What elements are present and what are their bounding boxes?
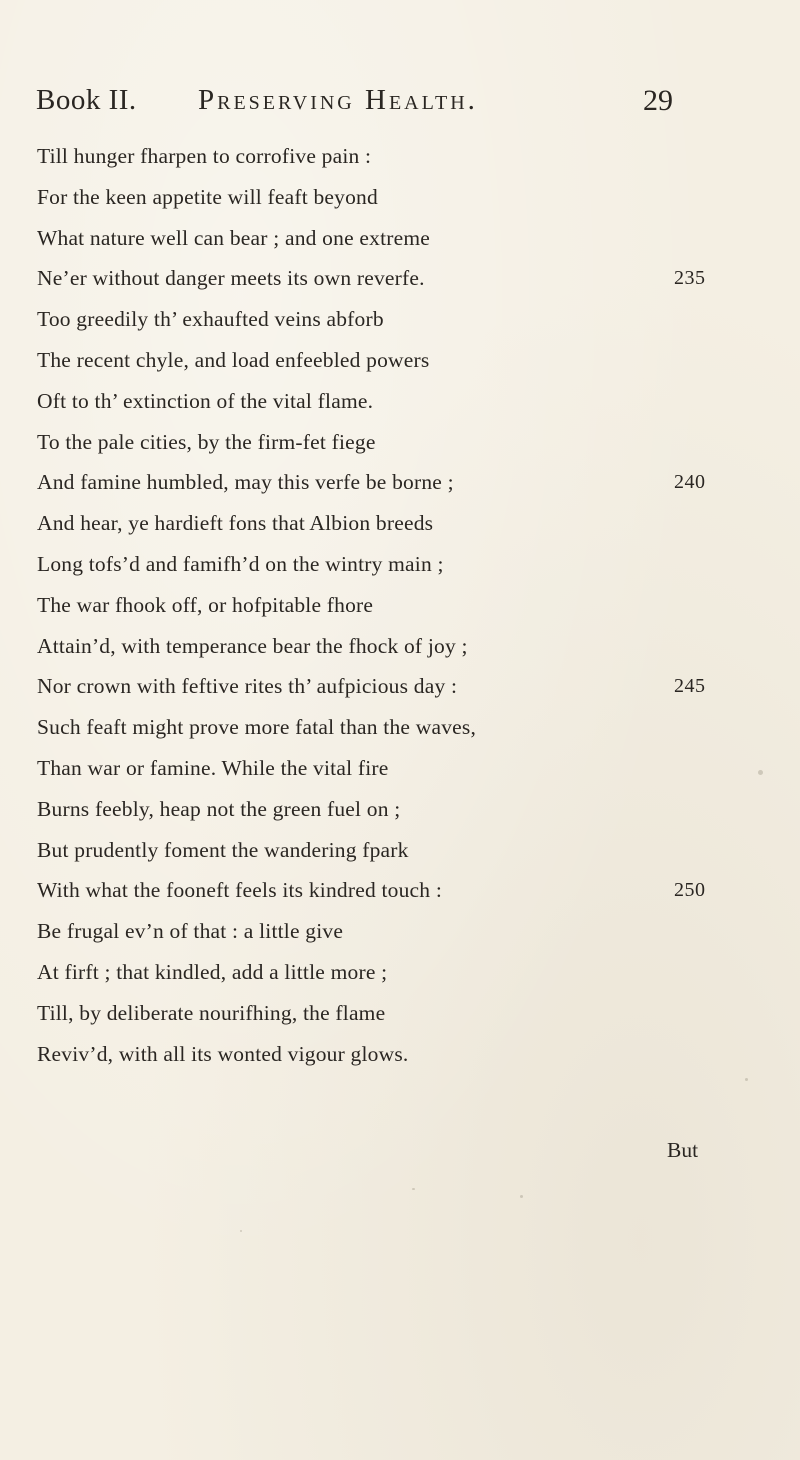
verse-line-text: To the pale cities, by the firm-fet fiege [37, 429, 376, 454]
verse-line-text: Attain’d, with temperance bear the fhock of joy ; [37, 633, 468, 658]
verse-line [37, 299, 737, 340]
verse-line [37, 911, 737, 952]
verse-line-text: Burns feebly, heap not the green fuel on ; [37, 796, 401, 821]
verse-line [37, 626, 737, 667]
verse-block [37, 136, 737, 1074]
page-number: 29 [643, 84, 673, 117]
paper-speck [520, 1195, 523, 1198]
verse-line [37, 748, 737, 789]
verse-line [37, 1034, 737, 1075]
verse-line-text: At firft ; that kindled, add a little more ; [37, 959, 388, 984]
verse-line-text: With what the fooneft feels its kindred touch : [37, 878, 442, 903]
verse-line-text: But prudently foment the wandering fpark [37, 837, 409, 862]
verse-line [37, 707, 737, 748]
verse-line [37, 830, 737, 871]
verse-line [37, 136, 737, 177]
paper-speck [240, 1230, 242, 1232]
verse-line-text: Than war or famine. While the vital fire [37, 755, 389, 780]
line-number: 250 [674, 879, 706, 902]
verse-line [37, 993, 737, 1034]
verse-line [37, 340, 737, 381]
verse-line [37, 789, 737, 830]
verse-line [37, 952, 737, 993]
verse-line-text: For the keen appetite will feaft beyond [37, 184, 378, 209]
paper-speck [745, 1078, 748, 1081]
verse-line-text: Oft to th’ extinction of the vital flame. [37, 388, 374, 413]
verse-line [37, 381, 737, 422]
verse-line [37, 870, 737, 911]
catchword: But [667, 1138, 699, 1162]
verse-line [37, 544, 737, 585]
verse-line-text: Such feaft might prove more fatal than the waves, [37, 715, 477, 740]
verse-line-text: Till, by deliberate nourifhing, the flame [37, 1000, 386, 1025]
paper-speck [758, 770, 763, 775]
verse-line-text: And hear, ye hardieft fons that Albion breeds [37, 511, 434, 536]
verse-line [37, 177, 737, 218]
verse-line [37, 218, 737, 259]
verse-line [37, 462, 737, 503]
line-number: 235 [674, 267, 706, 290]
verse-line-text: And famine humbled, may this verfe be borne ; [37, 470, 454, 495]
verse-line-text: Too greedily th’ exhaufted veins abforb [37, 307, 384, 332]
verse-line-text: The recent chyle, and load enfeebled powers [37, 347, 430, 372]
verse-line-text: Long tofs’d and famifh’d on the wintry main ; [37, 551, 444, 576]
verse-line-text: What nature well can bear ; and one extreme [37, 225, 431, 250]
verse-line [37, 503, 737, 544]
paper-speck [412, 1188, 415, 1190]
line-number: 245 [674, 675, 706, 698]
verse-line [37, 666, 737, 707]
verse-line-text: Reviv’d, with all its wonted vigour glows. [37, 1041, 409, 1066]
verse-line-text: The war fhook off, or hofpitable fhore [37, 592, 374, 617]
verse-line-text: Ne’er without danger meets its own reverfe. [37, 266, 425, 291]
verse-line-text: Till hunger fharpen to corrofive pain : [37, 144, 372, 168]
verse-line-text: Be frugal ev’n of that : a little give [37, 919, 344, 944]
verse-line [37, 585, 737, 626]
verse-line-text: Nor crown with feftive rites th’ aufpicious day : [37, 674, 458, 699]
running-header [36, 84, 696, 124]
running-title: Preserving Health. [198, 84, 478, 116]
verse-line [37, 422, 737, 463]
line-number: 240 [674, 471, 706, 494]
verse-line [37, 258, 737, 299]
book-label: Book II. [36, 84, 137, 116]
